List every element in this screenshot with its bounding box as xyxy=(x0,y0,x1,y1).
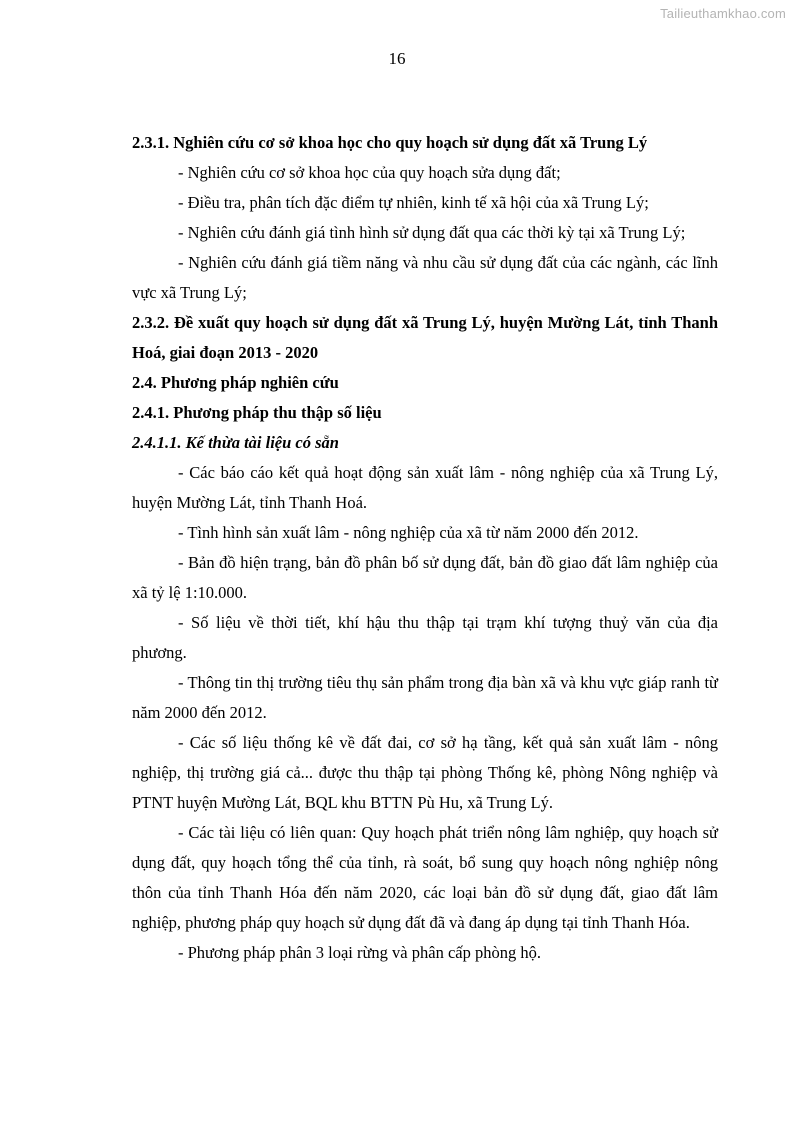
heading-2-4-1: 2.4.1. Phương pháp thu thập số liệu xyxy=(132,403,382,422)
heading-2-4: 2.4. Phương pháp nghiên cứu xyxy=(132,373,339,392)
heading-2-3-1: 2.3.1. Nghiên cứu cơ sở khoa học cho quy hoạch sử dụng đất xã Trung Lý xyxy=(132,133,648,152)
paragraph: - Các số liệu thống kê về đất đai, cơ sở hạ tầng, kết quả sản xuất lâm - nông nghiệp, thị trường giá cả... được thu thập tại phòng Thống kê, phòng Nông nghiệp và PTNT huyện Mường Lát, BQL khu BTTN Pù Hu, xã Trung Lý. xyxy=(132,733,718,812)
paragraph: - Số liệu về thời tiết, khí hậu thu thập tại trạm khí tượng thuỷ văn của địa phương. xyxy=(132,613,718,662)
paragraph: - Điều tra, phân tích đặc điểm tự nhiên, kinh tế xã hội của xã Trung Lý; xyxy=(178,193,649,212)
heading-2-3-2: 2.3.2. Đề xuất quy hoạch sử dụng đất xã Trung Lý, huyện Mường Lát, tỉnh Thanh Hoá, giai đoạn 2013 - 2020 xyxy=(132,313,718,362)
heading-2-4-1-1: 2.4.1.1. Kế thừa tài liệu có sẵn xyxy=(132,433,339,452)
paragraph: - Phương pháp phân 3 loại rừng và phân cấp phòng hộ. xyxy=(178,943,541,962)
paragraph: - Nghiên cứu đánh giá tình hình sử dụng đất qua các thời kỳ tại xã Trung Lý; xyxy=(178,223,686,242)
paragraph: - Nghiên cứu cơ sở khoa học của quy hoạch sửa dụng đất; xyxy=(178,163,561,182)
page-number: 16 xyxy=(388,49,406,68)
paragraph: - Bản đồ hiện trạng, bản đồ phân bố sử dụng đất, bản đồ giao đất lâm nghiệp của xã tỷ lệ 1:10.000. xyxy=(132,553,718,602)
watermark: Tailieuthamkhao.com xyxy=(660,6,786,21)
paragraph: - Các tài liệu có liên quan: Quy hoạch phát triển nông lâm nghiệp, quy hoạch sử dụng đất, quy hoạch tổng thể của tỉnh, rà soát, bổ sung quy hoạch nông nghiệp nông thôn của tỉnh Thanh Hóa đến năm 2020, các loại bản đồ sử dụng đất, giao đất lâm nghiệp, phương pháp quy hoạch sử dụng đất đã và đang áp dụng tại tỉnh Thanh Hóa. xyxy=(132,823,718,932)
paragraph: - Thông tin thị trường tiêu thụ sản phẩm trong địa bàn xã và khu vực giáp ranh từ năm 2000 đến 2012. xyxy=(132,673,718,722)
paragraph: - Nghiên cứu đánh giá tiềm năng và nhu cầu sử dụng đất của các ngành, các lĩnh vực xã Trung Lý; xyxy=(132,253,718,302)
document-body xyxy=(132,128,718,968)
paragraph: - Tình hình sản xuất lâm - nông nghiệp của xã từ năm 2000 đến 2012. xyxy=(178,523,639,542)
paragraph: - Các báo cáo kết quả hoạt động sản xuất lâm - nông nghiệp của xã Trung Lý, huyện Mường Lát, tỉnh Thanh Hoá. xyxy=(132,463,718,512)
